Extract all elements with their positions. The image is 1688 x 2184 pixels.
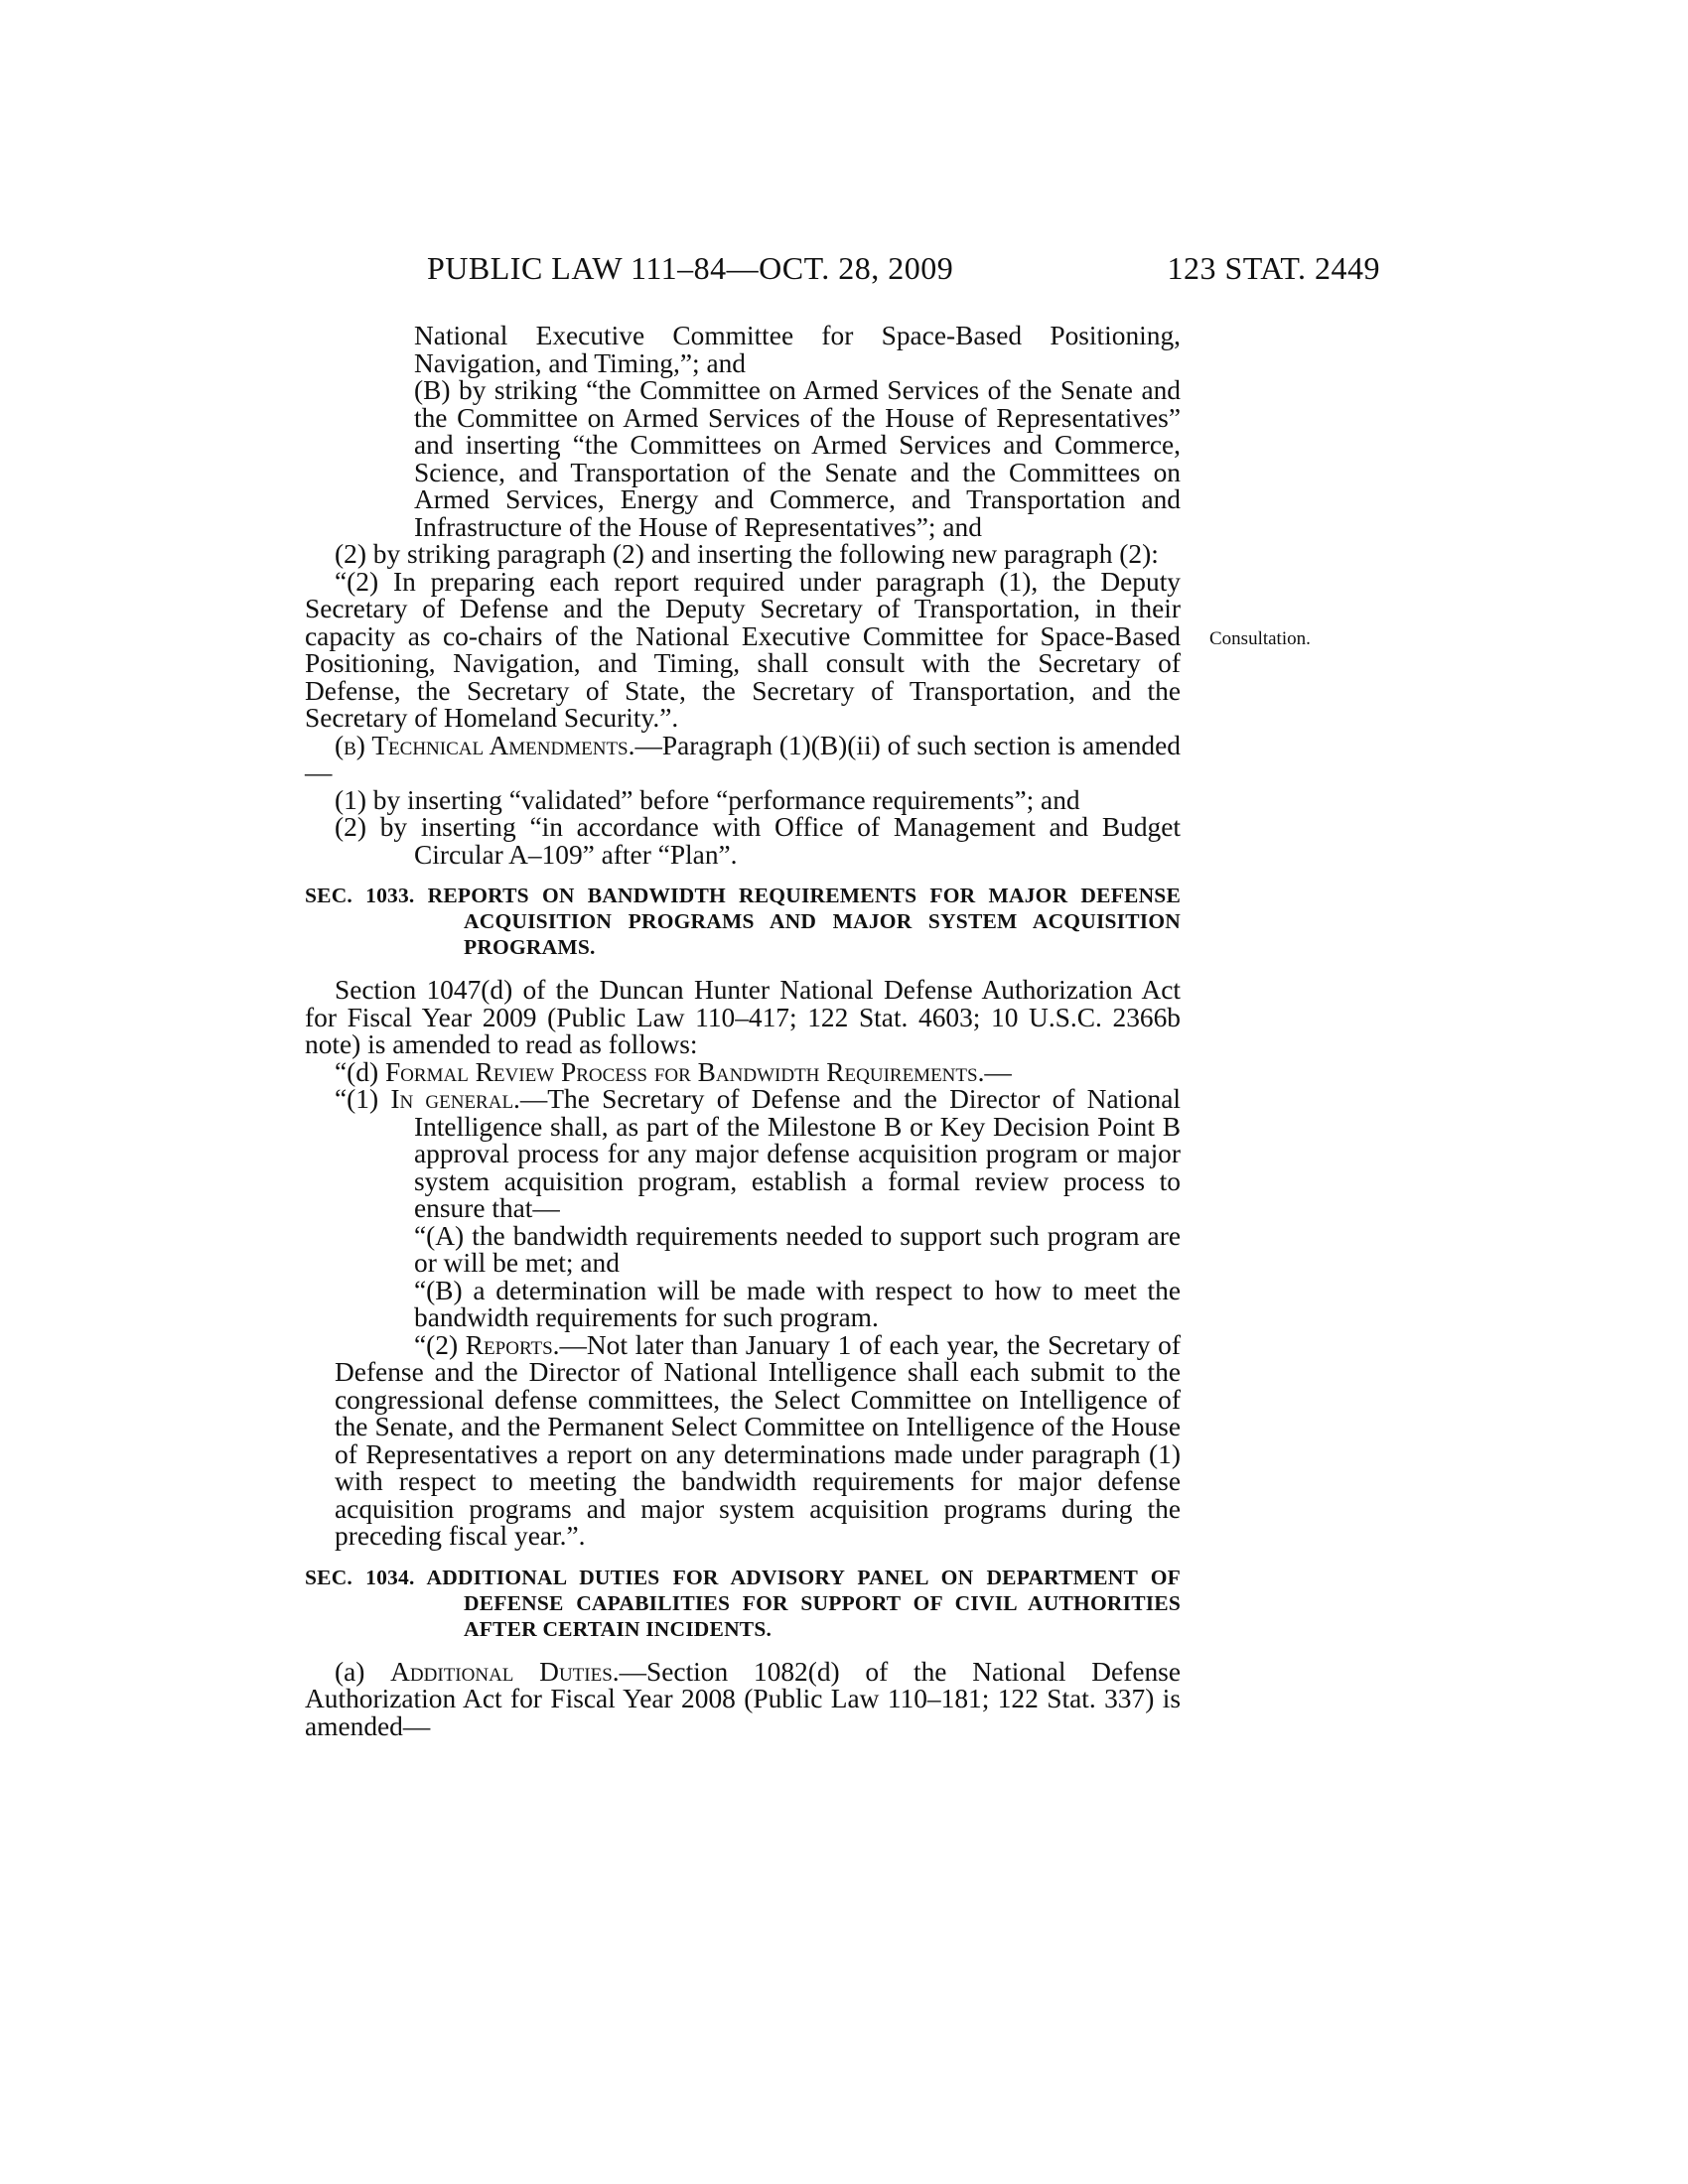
law-title: PUBLIC LAW 111–84—OCT. 28, 2009	[427, 250, 954, 286]
paragraph-heading: In general	[390, 1084, 514, 1114]
paragraph-heading: Reports	[465, 1329, 553, 1360]
paragraph-suffix: .—	[977, 1056, 1012, 1087]
paragraph: (1) by inserting “validated” before “performance requirements”; and	[335, 784, 1080, 815]
paragraph	[305, 730, 1181, 787]
paragraph	[305, 1329, 1181, 1551]
paragraph-text: (2) by striking paragraph (2) and inserting the following new paragraph (2):	[335, 539, 1159, 569]
paragraph	[305, 1056, 1181, 1087]
paragraph-text: .—Section 1082(d) of the National Defense Authorization Act for Fiscal Year 2008 (Public Law 110–181; 122 Stat. 337) is amended—	[305, 1656, 1181, 1741]
paragraph-heading: (b) Technical Amendments.	[335, 730, 635, 760]
paragraph: “(2) In preparing each report required under paragraph (1), the Deputy Secretary of Defense and the Deputy Secretary of Transportation, in their capacity as co-chairs of the National Executive Committee for Space-Based Positioning, Navigation, and Timing, shall consult with the Secretary of Defense, the Secretary of State, the Secretary of Transportation, and the Secretary of Homeland Security.”.	[305, 566, 1181, 733]
paragraph-prefix: “(1)	[335, 1084, 391, 1114]
paragraph: “(B) a determination will be made with respect to how to meet the bandwidth requirements for such program.	[414, 1275, 1181, 1332]
paragraph	[305, 1086, 1181, 1223]
paragraph-text: .—Not later than January 1 of each year, the Secretary of Defense and the Director of National Intelligence shall each submit to the congressional defense committees, the Select Committee on Intelligence of the Senate, and the Permanent Select Committee on Intelligence of the House of Representatives a report on any determinations made under paragraph (1) with respect to meeting the bandwidth requirements for major defense acquisition programs and major system acquisition programs during the preceding fiscal year.”.	[335, 1329, 1181, 1551]
paragraph: “(A) the bandwidth requirements needed to support such program are or will be met; and	[414, 1220, 1181, 1278]
paragraph-heading: Additional Duties	[390, 1656, 613, 1687]
paragraph	[305, 377, 1181, 541]
section-heading: SEC. 1034. ADDITIONAL DUTIES FOR ADVISORY PANEL ON DEPARTMENT OF DEFENSE CAPABILITIES FOR SUPPORT OF CIVIL AUTHORITIES AFTER CERTAIN INCIDENTS.	[305, 1565, 1181, 1641]
paragraph: Section 1047(d) of the Duncan Hunter National Defense Authorization Act for Fiscal Year 2009 (Public Law 110–417; 122 Stat. 4603; 10 U.S.C. 2366b note) is amended to read as follows:	[305, 975, 1181, 1059]
paragraph	[305, 1656, 1181, 1741]
paragraph-text: —Paragraph (1)(B)(ii) of such section is amended—	[305, 730, 1181, 787]
paragraph-text: .—The Secretary of Defense and the Director of National Intelligence shall, as part of the Milestone B or Key Decision Point B approval process for any major defense acquisition program or major system acquisition program, establish a formal review process to ensure that—	[414, 1084, 1181, 1223]
stat-page-number: 123 STAT. 2449	[1167, 250, 1380, 286]
paragraph: National Executive Committee for Space-Based Positioning, Navigation, and Timing,”; and	[414, 321, 1181, 378]
paragraph	[305, 541, 1181, 569]
paragraph-text: (B) by striking “the Committee on Armed Services of the Senate and the Committee on Armed Services of the House of Representatives” and inserting “the Committees on Armed Services and Commerce, Science, and Transportation of the Senate and the Committees on Armed Services, Energy and Commerce, and Transportation and Infrastructure of the House of Representatives”; and	[414, 375, 1181, 542]
document-body	[305, 323, 1181, 1740]
paragraph-prefix: (a)	[335, 1656, 391, 1687]
running-header	[298, 250, 1380, 290]
margin-note: Consultation.	[1209, 628, 1311, 649]
paragraph: (2) by inserting “in accordance with Office of Management and Budget Circular A–109” after “Plan”.	[335, 812, 1181, 870]
paragraph-heading: Formal Review Process for Bandwidth Requirements	[384, 1056, 978, 1087]
section-heading: SEC. 1033. REPORTS ON BANDWIDTH REQUIREMENTS FOR MAJOR DEFENSE ACQUISITION PROGRAMS AND MAJOR SYSTEM ACQUISITION PROGRAMS.	[305, 884, 1181, 959]
paragraph-prefix: “(d)	[335, 1056, 385, 1087]
paragraph-prefix: “(2)	[414, 1329, 466, 1360]
